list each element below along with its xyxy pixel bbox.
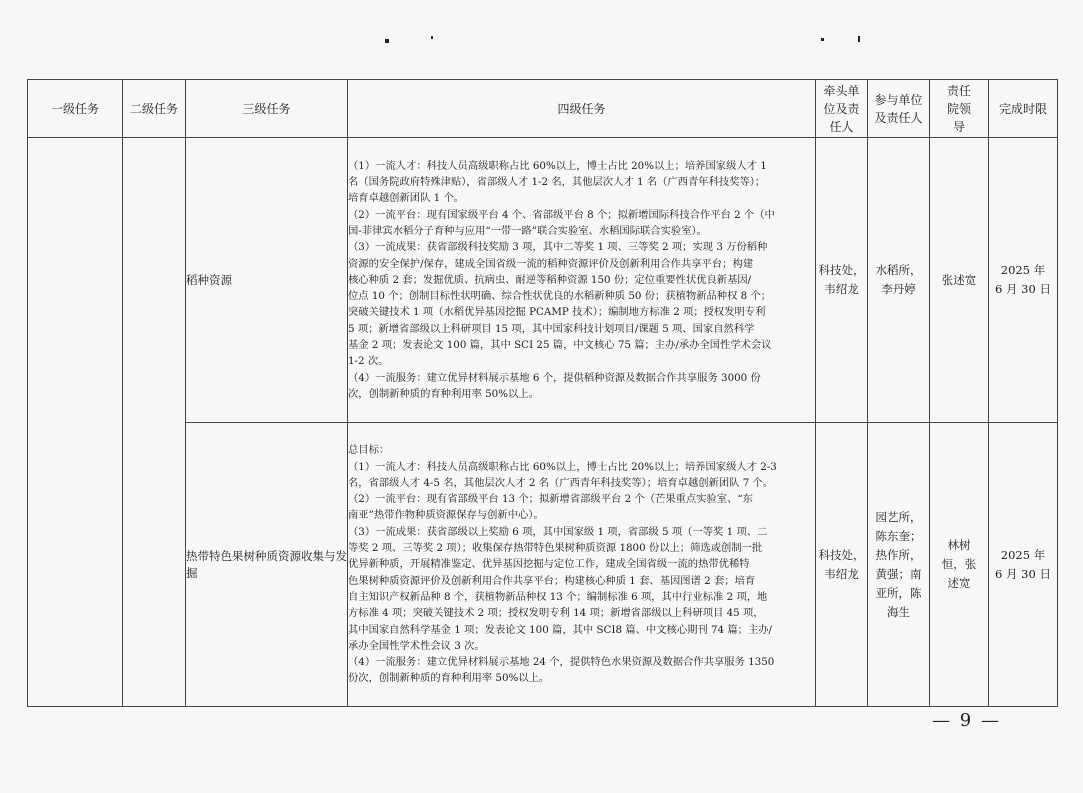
level4-line: 色果树种质资源评价及创新利用合作共享平台；构建核心种质 1 套、基因图谱 2 套；培育	[348, 574, 756, 587]
lead-line: 韦绍龙	[824, 282, 859, 296]
task-table	[27, 79, 1058, 707]
level4-line: （4）一流服务：建立优异材料展示基地 6 个，提供稻种资源及数据合作共享服务 3000 份	[348, 371, 761, 384]
lead-cell	[816, 138, 868, 423]
level2-cell	[123, 138, 186, 707]
leader-line: 述宽	[947, 576, 971, 590]
scan-speck	[385, 39, 389, 43]
level4-line: （4）一流服务：建立优异材料展示基地 24 个，提供特色水果资源及数据合作共享服务 1350	[348, 656, 775, 669]
page-number: — 9 —	[932, 710, 1001, 731]
deadline-cell	[989, 138, 1058, 423]
scan-speck	[431, 36, 433, 39]
level4-line: 资源的安全保护/保存，建成全国省级一流的稻种资源评价及创新利用合作共享平台；构建	[348, 257, 754, 270]
level1-cell	[28, 138, 123, 707]
participants-line: 黄强；南	[875, 566, 922, 581]
participants-line: 水稻所，	[875, 263, 922, 277]
level4-line: 位点 10 个；创制目标性状明确、综合性状优良的水稻新种质 50 份；获植物新品种权 8 个；	[348, 290, 772, 303]
participants-cell	[868, 138, 930, 423]
level4-line: （2）一流平台：现有省部级平台 13 个；拟新增省部级平台 2 个（芒果重点实验室、“东	[348, 493, 753, 506]
leader-line: 恒，张	[941, 557, 977, 571]
level4-line: 基金 2 项；发表论文 100 篇，其中 SCI 25 篇，中文核心 75 篇；主办/承办全国性学术会议	[348, 339, 772, 352]
level4-line: （3）一流成果：获省部级科技奖励 3 项，其中二等奖 1 项、三等奖 2 项；实现 3 万份稻种	[348, 241, 768, 254]
header-lead: 牵头单位及责任人	[816, 80, 868, 138]
level4-line: 国-菲律宾水稻分子育种与应用“一带一路”联合实验室、水稻国际联合实验室）。	[348, 224, 707, 237]
participants-line: 李丹婷	[881, 282, 916, 296]
level4-line: 优异新种质，开展精准鉴定、优异基因挖掘与定位工作，建成全国省级一流的热带优稀特	[348, 558, 750, 571]
level4-line: 名，省部级人才 4-5 名，其他层次人才 2 名（广西青年科技奖等）；培育卓越创新团队 7 个。	[348, 476, 774, 489]
level4-line: （3）一流成果：获省部级以上奖励 6 项，其中国家级 1 项，省部级 5 项（一等奖 1 项、二	[348, 525, 768, 538]
deadline-line: 2025 年	[1000, 547, 1046, 562]
level4-line: 总目标：	[348, 444, 390, 457]
level4-line: 等奖 2 项、三等奖 2 项）；收集保存热带特色果树种质资源 1800 份以上；筛选或创制一批	[348, 542, 763, 555]
deadline-line: 6 月 30 日	[995, 566, 1051, 581]
level4-line: （1）一流人才：科技人员高级职称占比 60%以上，博士占比 20%以上；培养国家级人才 2-3	[348, 460, 777, 473]
participants-line: 亚所，陈	[875, 585, 922, 600]
participants-line: 热作所，	[875, 547, 922, 562]
lead-line: 科技处，	[818, 263, 865, 277]
header-participants: 参与单位及责任人	[868, 80, 930, 138]
deadline-line: 2025 年	[1000, 263, 1046, 277]
deadline-cell	[989, 423, 1058, 707]
level4-line: 南亚”热带作物种质资源保存与创新中心）。	[348, 509, 544, 522]
lead-cell	[816, 423, 868, 707]
deadline-line: 6 月 30 日	[995, 282, 1051, 296]
participants-cell	[868, 423, 930, 707]
level4-line: 份次，创制新种质的育种利用率 50%以上。	[348, 672, 550, 685]
leader-line: 张述宽	[941, 272, 977, 287]
header-deadline: 完成时限	[989, 80, 1058, 138]
level4-line: 方标准 4 项；突破关键技术 2 项；授权发明专利 14 项；新增省部级以上科研项目 45 项，	[348, 607, 764, 620]
level4-line: 名（国务院政府特殊津贴），省部级人才 1-2 名，其他层次人才 1 名（广西青年科技奖等）；	[348, 176, 766, 189]
header-level2: 二级任务	[123, 80, 186, 138]
level4-line: （2）一流平台：现有国家级平台 4 个、省部级平台 8 个；拟新增国际科技合作平台 2 个（中	[348, 208, 775, 221]
scan-speck	[821, 38, 824, 41]
header-leader: 责任院领导	[930, 80, 989, 138]
level4-line: （1）一流人才：科技人员高级职称占比 60%以上，博士占比 20%以上；培养国家级人才 1	[348, 159, 767, 172]
lead-line: 科技处，	[818, 547, 865, 562]
participants-line: 海生	[887, 604, 910, 619]
lead-line: 韦绍龙	[824, 566, 859, 581]
header-level4: 四级任务	[348, 80, 816, 138]
level4-line: 自主知识产权新品种 8 个，获植物新品种权 13 个；编制标准 6 项，其中行业标准 2 项，地	[348, 590, 768, 603]
level4-line: 培育卓越创新团队 1 个。	[348, 192, 465, 205]
level4-line: 承办全国性学术性会议 3 次。	[348, 639, 485, 652]
leader-cell	[930, 138, 989, 423]
level4-cell	[348, 423, 816, 707]
level4-line: 核心种质 2 套；发掘优质、抗病虫、耐逆等稻种资源 150 份；定位重要性状优良新基因/	[348, 273, 752, 286]
level4-line: 突破关键技术 1 项（水稻优异基因挖掘 PCAMP 技术）；编制地方标准 2 项；授权发明专利	[348, 306, 766, 319]
leader-cell	[930, 423, 989, 707]
level3-cell: 稻种资源	[186, 138, 348, 423]
level3-cell: 热带特色果树种质资源收集与发掘	[186, 423, 348, 707]
table-row	[28, 138, 1058, 423]
scan-speck	[858, 36, 860, 42]
header-level1: 一级任务	[28, 80, 123, 138]
leader-line: 林树	[947, 538, 971, 552]
level4-line: 其中国家自然科学基金 1 项；发表论文 100 篇，其中 SCI8 篇、中文核心期刊 74 篇；主办/	[348, 623, 773, 636]
header-level3: 三级任务	[186, 80, 348, 138]
level4-line: 1-2 次。	[348, 355, 389, 368]
level4-line: 次，创制新种质的育种利用率 50%以上。	[348, 387, 539, 400]
participants-line: 陈东奎；	[875, 528, 922, 543]
participants-line: 园艺所，	[875, 509, 922, 524]
level4-cell	[348, 138, 816, 423]
level4-line: 5 项；新增省部级以上科研项目 15 项，其中国家科技计划项目/课题 5 项、国家自然科学	[348, 322, 755, 335]
header-row	[28, 80, 1058, 138]
